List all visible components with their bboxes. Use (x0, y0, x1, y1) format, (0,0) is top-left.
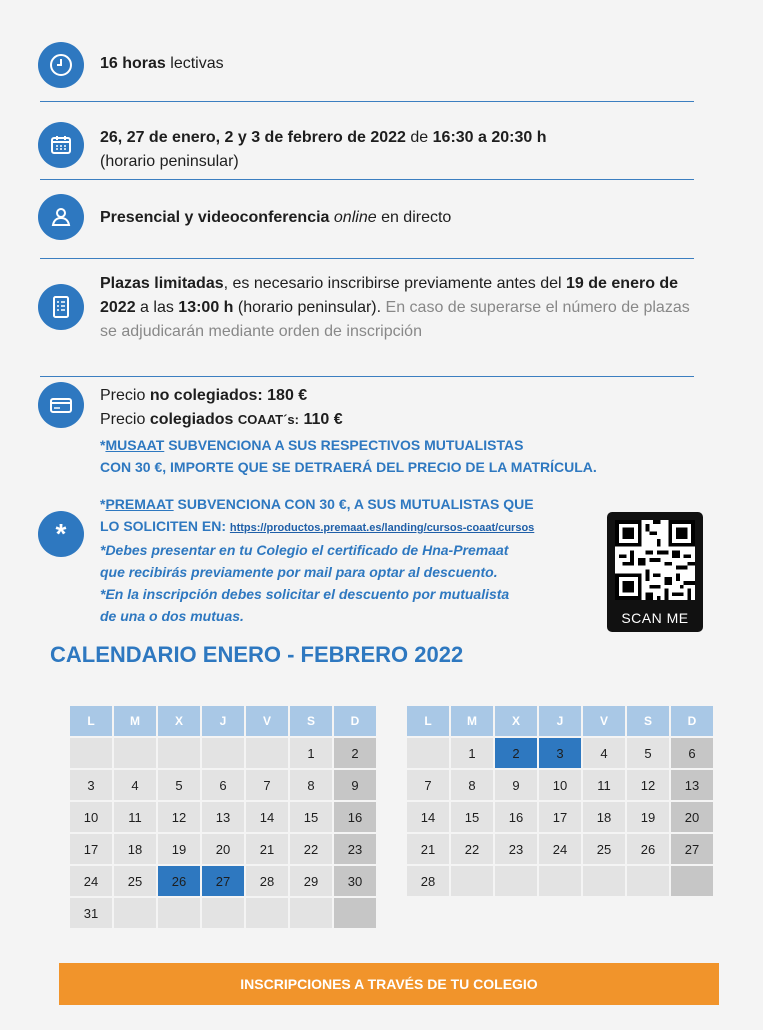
calendar-day: 24 (70, 866, 112, 896)
clock-icon (38, 42, 84, 88)
divider (40, 179, 694, 180)
calendar-day: 22 (290, 834, 332, 864)
calendar-empty-cell (451, 866, 493, 896)
weekday-header: M (451, 706, 493, 736)
weekday-header: J (539, 706, 581, 736)
registration-button[interactable] (59, 963, 719, 1005)
credit-card-icon (38, 382, 84, 428)
calendar-empty-cell (158, 738, 200, 768)
weekday-header: S (290, 706, 332, 736)
calendar-day: 28 (246, 866, 288, 896)
calendar-empty-cell (114, 738, 156, 768)
calendar-day: 17 (539, 802, 581, 832)
calendar-empty-cell (671, 866, 713, 896)
calendar-day: 19 (627, 802, 669, 832)
weekday-header: V (583, 706, 625, 736)
calendar-day: 28 (407, 866, 449, 896)
calendar-empty-cell (334, 898, 376, 928)
calendar-week (407, 738, 713, 768)
calendar-empty-cell (158, 898, 200, 928)
calendar-day: 2 (334, 738, 376, 768)
calendar-icon (38, 122, 84, 168)
weekday-header: J (202, 706, 244, 736)
calendar-day: 30 (334, 866, 376, 896)
dates-row (38, 120, 694, 172)
calendar-february (405, 704, 715, 898)
weekday-header: L (70, 706, 112, 736)
calendar-empty-cell (202, 898, 244, 928)
calendar-day: 22 (451, 834, 493, 864)
weekday-header: D (671, 706, 713, 736)
calendar-empty-cell (202, 738, 244, 768)
calendar-day: 31 (70, 898, 112, 928)
weekday-header: X (495, 706, 537, 736)
calendar-day: 8 (290, 770, 332, 800)
user-icon (38, 194, 84, 240)
calendar-day: 15 (290, 802, 332, 832)
calendar-week (70, 802, 376, 832)
calendar-day: 13 (202, 802, 244, 832)
calendar-day: 14 (407, 802, 449, 832)
calendar-day-course: 2 (495, 738, 537, 768)
asterisk-icon: * (38, 511, 84, 557)
calendar-title: CALENDARIO ENERO - FEBRERO 2022 (50, 642, 464, 667)
calendar-day: 8 (451, 770, 493, 800)
calendar-day: 17 (70, 834, 112, 864)
calendar-empty-cell (114, 898, 156, 928)
places-text: Plazas limitadas, es necesario inscribirse previamente antes del 19 de enero de 2022 a las 13:00 h (horario peninsular). En caso de superarse el número de plazas se adjudicarán mediante orden de inscripción (100, 275, 690, 340)
price-text: Precio no colegiados: 180 € Precio colegiados COAAT´s: 110 € *MUSAAT SUBVENCIONA A SUS RESPECTIVOS MUTUALISTAS CON 30 €, IMPORTE QUE SE DETRAERÁ DEL PRECIO DE LA MATRÍCULA. (100, 384, 597, 478)
calendar-day-course: 26 (158, 866, 200, 896)
weekday-header: M (114, 706, 156, 736)
calendar-day: 23 (495, 834, 537, 864)
calendar-day: 25 (583, 834, 625, 864)
document-icon (38, 284, 84, 330)
calendar-empty-cell (70, 738, 112, 768)
calendar-day: 7 (407, 770, 449, 800)
calendar-day: 5 (627, 738, 669, 768)
calendar-empty-cell (627, 866, 669, 896)
premaat-link[interactable]: https://productos.premaat.es/landing/cursos-coaat/cursos (229, 522, 535, 534)
calendar-day: 16 (495, 802, 537, 832)
calendar-week (70, 898, 376, 928)
calendar-empty-cell (539, 866, 581, 896)
mode-row (38, 194, 694, 244)
calendar-week (70, 866, 376, 896)
calendar-day: 10 (70, 802, 112, 832)
calendar-week (70, 738, 376, 768)
calendar-week (70, 834, 376, 864)
calendar-day: 5 (158, 770, 200, 800)
calendar-empty-cell (246, 738, 288, 768)
calendar-day: 12 (158, 802, 200, 832)
weekday-header: S (627, 706, 669, 736)
scan-me-label: SCAN ME (621, 610, 689, 626)
price-row (38, 382, 694, 492)
calendar-week (407, 866, 713, 896)
calendar-empty-cell (495, 866, 537, 896)
divider (40, 376, 694, 377)
calendar-week (407, 834, 713, 864)
registration-button-label: INSCRIPCIONES A TRAVÉS DE TU COLEGIO (240, 976, 538, 992)
calendar-day: 11 (583, 770, 625, 800)
calendar-day-course: 3 (539, 738, 581, 768)
qr-pattern (615, 520, 695, 600)
calendar-day: 16 (334, 802, 376, 832)
weekday-header: L (407, 706, 449, 736)
calendar-week (407, 770, 713, 800)
calendar-day: 12 (627, 770, 669, 800)
calendar-day: 4 (583, 738, 625, 768)
calendar-day: 18 (583, 802, 625, 832)
calendar-day: 3 (70, 770, 112, 800)
hours-row (38, 42, 694, 92)
calendar-empty-cell (583, 866, 625, 896)
calendar-day-course: 27 (202, 866, 244, 896)
calendar-day: 25 (114, 866, 156, 896)
calendar-day: 21 (407, 834, 449, 864)
calendar-day: 10 (539, 770, 581, 800)
calendar-day: 15 (451, 802, 493, 832)
hours-text: 16 horas lectivas (100, 55, 224, 72)
dates-text: 26, 27 de enero, 2 y 3 de febrero de 2022 de 16:30 a 20:30 h (horario peninsular) (100, 129, 547, 170)
calendar-day: 1 (290, 738, 332, 768)
weekday-header: V (246, 706, 288, 736)
calendar-empty-cell (246, 898, 288, 928)
mode-text: Presencial y videoconferencia online en directo (100, 209, 452, 226)
calendar-day: 6 (202, 770, 244, 800)
calendar-week (70, 770, 376, 800)
calendar-day: 19 (158, 834, 200, 864)
weekday-header: D (334, 706, 376, 736)
calendar-day: 21 (246, 834, 288, 864)
calendar-day: 9 (495, 770, 537, 800)
calendar-day: 20 (671, 802, 713, 832)
premaat-row (38, 493, 694, 633)
calendar-day: 1 (451, 738, 493, 768)
calendar-day: 27 (671, 834, 713, 864)
calendar-empty-cell (290, 898, 332, 928)
calendar-empty-cell (407, 738, 449, 768)
places-row (38, 272, 694, 372)
calendar-day: 13 (671, 770, 713, 800)
weekday-header: X (158, 706, 200, 736)
calendar-day: 20 (202, 834, 244, 864)
musaat-note: *MUSAAT SUBVENCIONA A SUS RESPECTIVOS MUTUALISTAS CON 30 €, IMPORTE QUE SE DETRAERÁ DEL PRECIO DE LA MATRÍCULA. (100, 437, 597, 475)
calendar-day: 14 (246, 802, 288, 832)
divider (40, 101, 694, 102)
qr-code[interactable] (607, 512, 703, 632)
calendar-day: 26 (627, 834, 669, 864)
calendar-january (68, 704, 378, 930)
calendar-day: 29 (290, 866, 332, 896)
calendar-day: 23 (334, 834, 376, 864)
calendar-day: 7 (246, 770, 288, 800)
calendar-day: 9 (334, 770, 376, 800)
calendar-day: 11 (114, 802, 156, 832)
calendar-day: 6 (671, 738, 713, 768)
premaat-text: *PREMAAT SUBVENCIONA CON 30 €, A SUS MUTUALISTAS QUE LO SOLICITEN EN: https://productos.premaat.es/landing/cursos-coaat/cursos *Debes presentar en tu Colegio el certificado de Hna-Premaat que recibirás previamente por mail para optar al descuento. *En la inscripción debes solicitar el descuento por mutualista de una o dos mutuas. (100, 496, 535, 624)
calendar-day: 18 (114, 834, 156, 864)
calendar-day: 4 (114, 770, 156, 800)
calendar-day: 24 (539, 834, 581, 864)
calendar-week (407, 802, 713, 832)
divider (40, 258, 694, 259)
